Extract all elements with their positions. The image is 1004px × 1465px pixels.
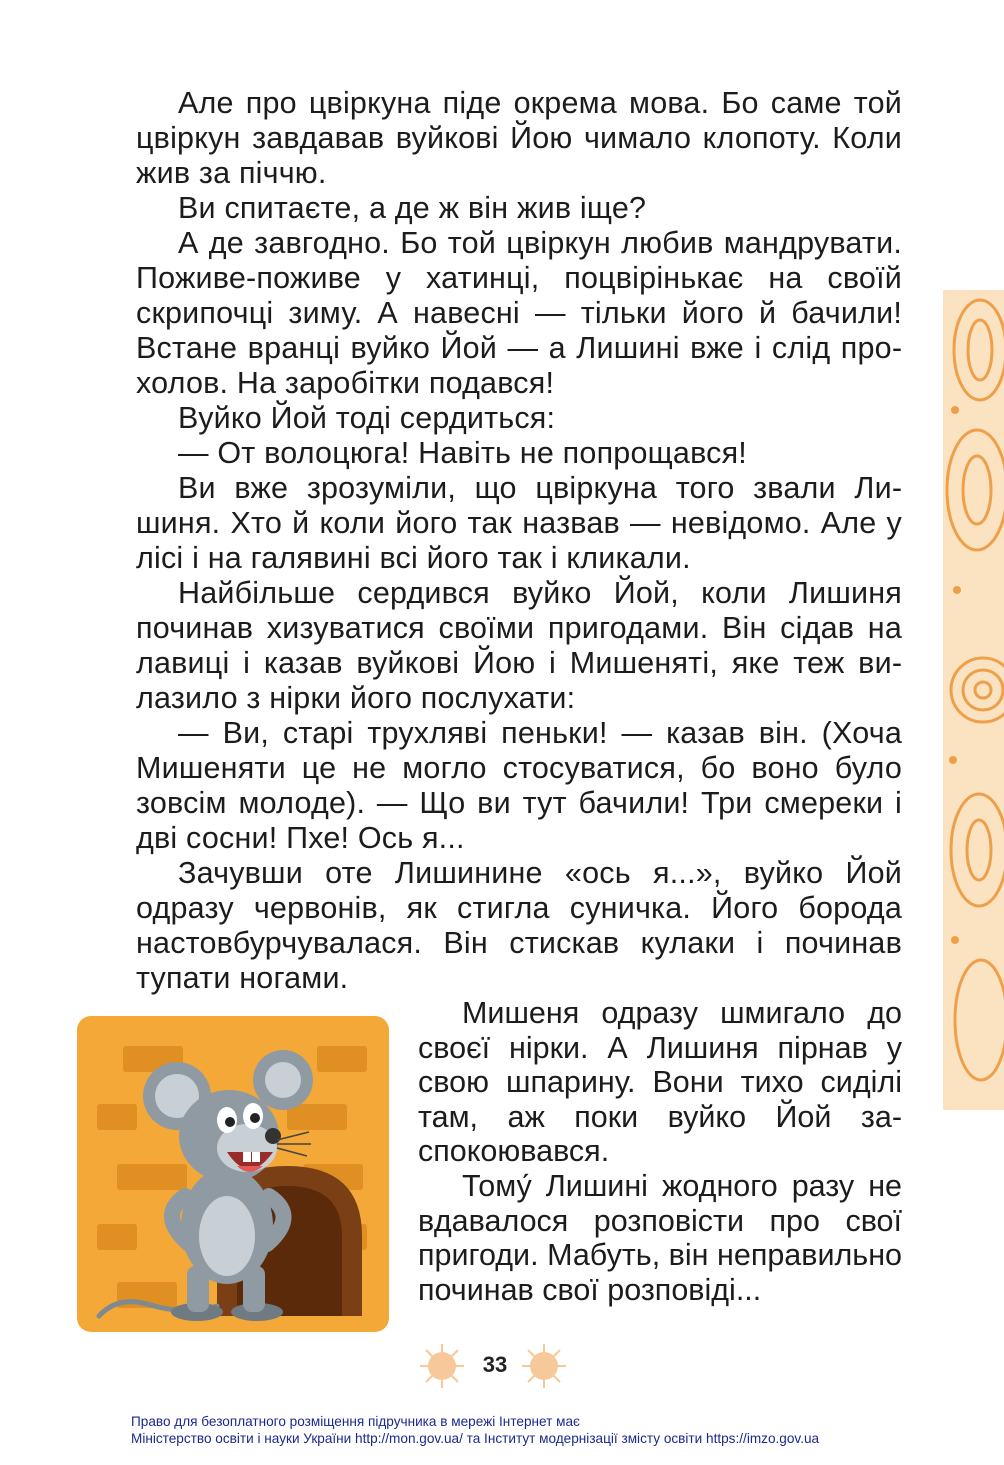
paragraph: — От волоцюга! Навіть не попрощався! — [178, 436, 747, 470]
paragraph: Тому́ Лишині жодного разу не вдавалося розповісти про свої пригоди. Мабуть, він неправильно починав свої розповіді... — [418, 1168, 902, 1307]
paragraph: А де завгодно. Бо той цвіркун любив мандрувати. Поживе-поживе у хатинці, поцвірінькає на своїй скрипочці зиму. А навесні — тільки його й бачили! Встане вранці вуйко Йой — а Лишині вже і слід прохолов. На заробітки подався! — [136, 226, 902, 400]
footer-line: Право для безоплатного розміщення підручника в мережі Інтернет має — [131, 1414, 580, 1429]
paragraph: Найбільше сердився вуйко Йой, коли Лишиня починав хизуватися своїми пригодами. Він сідав на лавиці і казав вуйкові Йою і Мишеняті, яке теж вилазило з нірки його послухати: — [136, 576, 902, 715]
paragraph: Вуйко Йой тоді сердиться: — [178, 401, 556, 435]
page-number: 33 — [482, 1352, 508, 1377]
footer-copyright — [131, 1413, 931, 1447]
footer-line: Міністерство освіти і науки України http://mon.gov.ua/ та Інститут модернізації змісту освіти https://imzo.gov.ua — [131, 1431, 820, 1446]
decorative-ornament-strip — [935, 290, 1004, 1110]
paragraph: Але про цвіркуна піде окрема мова. Бо саме той цвіркун завдавав вуйкові Йою чимало клопоту. Коли жив за піччю. — [136, 86, 902, 190]
paragraph: Мишеня одразу шмигало до своєї нірки. А Лишиня пірнав у свою шпарину. Вони тихо сиділі там, аж поки вуйко Йой заспокоювався. — [418, 996, 902, 1169]
story-text-side — [418, 996, 902, 1307]
paragraph: Ви вже зрозуміли, що цвіркуна того звали Лишиня. Хто й коли його так назвав — невідомо. Але у лісі і на галявині всі його так і кликали. — [136, 471, 902, 575]
paragraph: Ви спитаєте, а де ж він жив іще? — [178, 191, 647, 225]
mouse-illustration — [77, 1016, 389, 1332]
paragraph: — Ви, старі трухляві пеньки! — казав він. (Хоча Мишеняти це не могло стосуватися, бо воно було зовсім молоде). — Що ви тут бачили! Три смереки і дві сосни! Пхе! Ось я... — [136, 716, 902, 855]
paragraph: Зачувши оте Лишинине «ось я...», вуйко Йой одразу червонів, як стигла суничка. Його борода настовбурчувалася. Він стискав кулаки і починав тупати ногами. — [136, 856, 902, 995]
page-number-area — [420, 1340, 570, 1390]
mouse-drawing — [77, 1016, 389, 1332]
story-text — [136, 86, 902, 996]
